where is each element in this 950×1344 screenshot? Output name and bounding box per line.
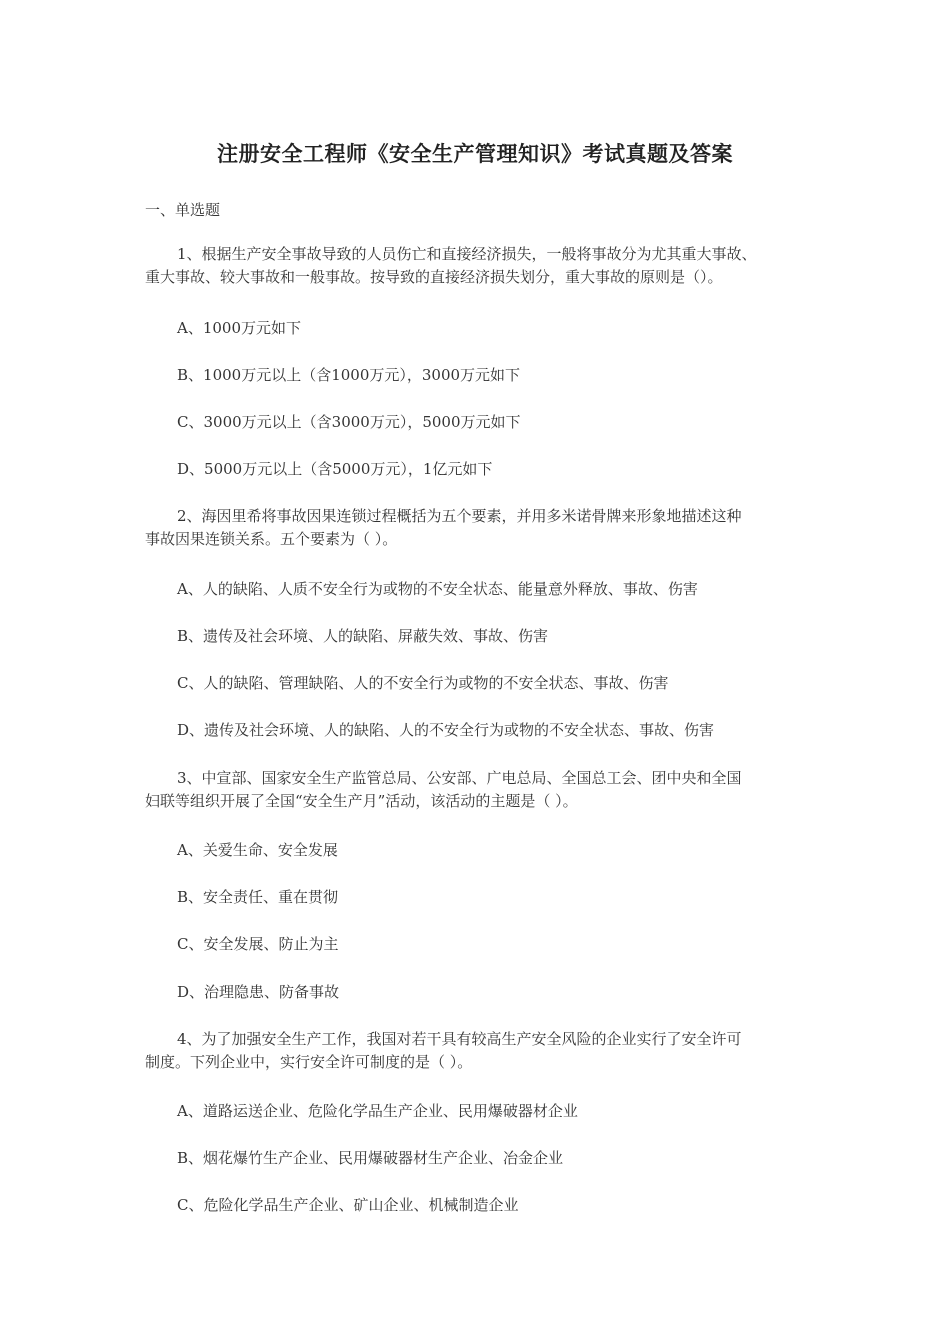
question-3-line-2: 妇联等组织开展了全国“安全生产月”活动，该活动的主题是（ ）。 (145, 792, 578, 810)
question-3-option-a: A、关爱生命、安全发展 (177, 841, 338, 859)
question-1-option-c: C、3000万元以上（含3000万元），5000万元如下 (177, 413, 521, 431)
question-1-line-2: 重大事故、较大事故和一般事故。按导致的直接经济损失划分，重大事故的原则是（）。 (145, 268, 723, 286)
question-3-option-c: C、安全发展、防止为主 (177, 935, 339, 953)
question-2-line-1: 2、海因里希将事故因果连锁过程概括为五个要素，并用多米诺骨牌来形象地描述这种 (177, 507, 742, 525)
question-2-option-b: B、遗传及社会环境、人的缺陷、屏蔽失效、事故、伤害 (177, 627, 549, 645)
question-4 (145, 1028, 825, 1074)
question-4-option-b: B、烟花爆竹生产企业、民用爆破器材生产企业、冶金企业 (177, 1149, 564, 1167)
question-2-option-a: A、人的缺陷、人质不安全行为或物的不安全状态、能量意外释放、事故、伤害 (177, 580, 698, 598)
question-1-option-a: A、1000万元如下 (177, 319, 302, 337)
question-3 (145, 767, 825, 813)
question-2-line-2: 事故因果连锁关系。五个要素为（ ）。 (145, 530, 398, 548)
question-4-option-a: A、道路运送企业、危险化学品生产企业、民用爆破器材企业 (177, 1102, 578, 1120)
question-2 (145, 505, 825, 551)
question-4-option-c: C、危险化学品生产企业、矿山企业、机械制造企业 (177, 1196, 519, 1214)
question-2-option-c: C、人的缺陷、管理缺陷、人的不安全行为或物的不安全状态、事故、伤害 (177, 674, 669, 692)
question-1-option-d: D、5000万元以上（含5000万元），1亿元如下 (177, 460, 493, 478)
question-4-line-1: 4、为了加强安全生产工作，我国对若干具有较高生产安全风险的企业实行了安全许可 (177, 1030, 742, 1048)
section-heading: 一、单选题 (145, 201, 221, 219)
question-1-option-b: B、1000万元以上（含1000万元），3000万元如下 (177, 366, 521, 384)
question-4-line-2: 制度。下列企业中，实行安全许可制度的是（ ）。 (145, 1053, 473, 1071)
question-3-option-d: D、治理隐患、防备事故 (177, 983, 340, 1001)
question-3-option-b: B、安全责任、重在贯彻 (177, 888, 339, 906)
document-title: 注册安全工程师《安全生产管理知识》考试真题及答案 (217, 141, 733, 166)
question-2-option-d: D、遗传及社会环境、人的缺陷、人的不安全行为或物的不安全状态、事故、伤害 (177, 721, 715, 739)
question-1-line-1: 1、根据生产安全事故导致的人员伤亡和直接经济损失，一般将事故分为尤其重大事故、 (177, 245, 757, 263)
question-1 (145, 243, 825, 289)
question-3-line-1: 3、中宣部、国家安全生产监管总局、公安部、广电总局、全国总工会、团中央和全国 (177, 769, 742, 787)
